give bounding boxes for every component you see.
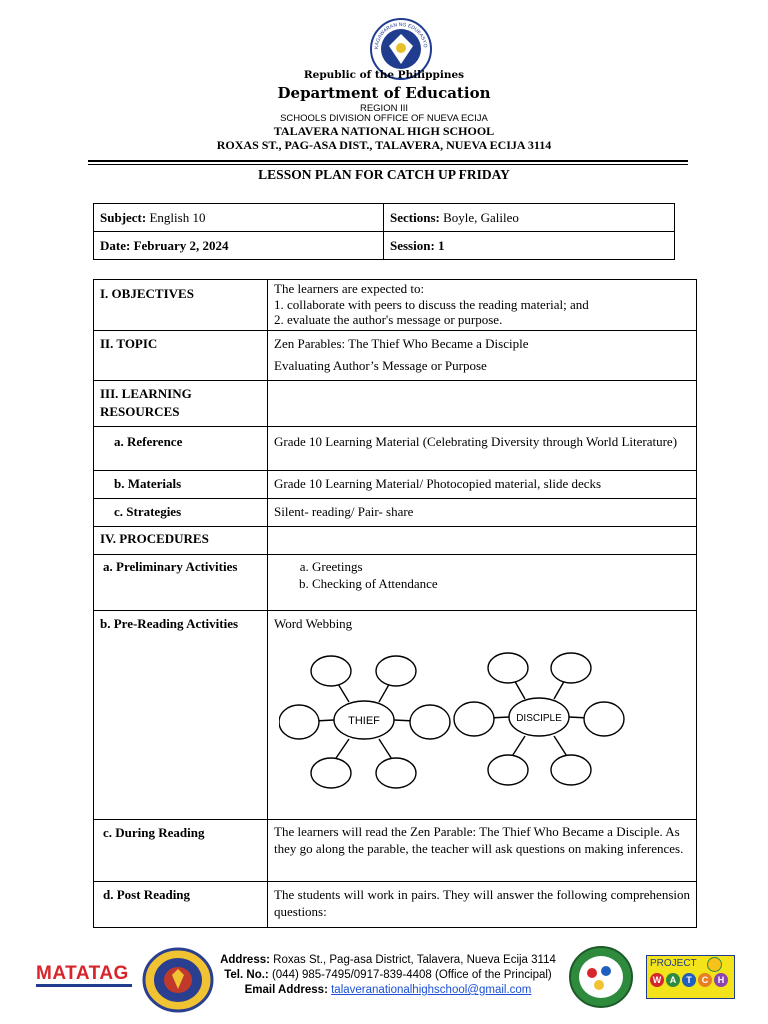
watch-letter: H [714,973,728,987]
table-row [94,820,697,882]
objectives-cell [268,280,697,331]
matatag-underline [36,984,132,987]
objectives-label: I. OBJECTIVES [94,280,268,331]
topic-label: II. TOPIC [94,331,268,381]
header-rule [88,160,688,162]
web-node [551,653,591,683]
topic-cell [268,331,697,381]
table-row [94,555,697,611]
materials-label: b. Materials [94,471,268,499]
web-node [584,702,624,736]
materials-cell: Grade 10 Learning Material/ Photocopied material, slide decks [268,471,697,499]
procedures-cell [268,527,697,555]
table-row [94,280,697,331]
footer-contact [214,953,562,998]
web-node [454,702,494,736]
topic-subtitle: Evaluating Author’s Message or Purpose [274,358,487,373]
document-title: LESSON PLAN FOR CATCH UP FRIDAY [258,167,510,182]
strategies-cell: Silent- reading/ Pair- share [268,499,697,527]
sections-cell: Sections: Boyle, Galileo [384,204,675,232]
table-row [94,527,697,555]
seal-text: KAGAWARAN NG EDUKASYO [373,21,429,50]
school-seal-logo [142,947,214,1013]
project-watch-logo [646,955,735,999]
web-node [311,758,351,788]
objective-item: 1. collaborate with peers to discuss the reading material; and [274,296,589,312]
procedures-label: IV. PROCEDURES [94,527,268,555]
header-rule-thin [88,164,688,165]
date-cell: Date: February 2, 2024 [94,232,384,260]
web-node [376,758,416,788]
reference-cell: Grade 10 Learning Material (Celebrating Diversity through World Literature) [268,427,697,471]
prereading-cell [268,611,697,820]
web-node [410,705,450,739]
web-node [488,653,528,683]
table-row [94,381,697,427]
footer-email: Email Address: talaveranationalhighschool@gmail.com [244,984,532,996]
subject-cell: Subject: English 10 [94,204,384,232]
objective-item: 2. evaluate the author's message or purpose. [274,312,503,327]
school-name: TALAVERA NATIONAL HIGH SCHOOL [273,124,495,138]
topic-title: Zen Parables: The Thief Who Became a Disciple [274,336,529,351]
watch-letters [650,973,728,987]
info-table [93,203,675,260]
list-item: a. Greetings [312,558,690,575]
word-web-diagram [279,649,649,799]
region-line: REGION III [359,103,409,114]
post-cell: The students will work in pairs. They will answer the following comprehension questions: [268,882,697,928]
watch-letter: C [698,973,712,987]
watch-letter: W [650,973,664,987]
web-node [376,656,416,686]
during-label: c. During Reading [94,820,268,882]
table-row [94,331,697,381]
project-label: PROJECT [650,958,697,969]
objectives-intro: The learners are expected to: [274,281,425,296]
watch-letter: T [682,973,696,987]
preliminary-label: a. Preliminary Activities [94,555,268,611]
watch-letter: A [666,973,680,987]
web-node [488,755,528,785]
word-webbing-title: Word Webbing [274,616,353,631]
table-row [94,471,697,499]
session-cell: Session: 1 [384,232,675,260]
reference-label: a. Reference [94,427,268,471]
web-center-label: THIEF [348,715,380,727]
table-row [94,611,697,820]
email-link[interactable]: talaveranationalhighschool@gmail.com [331,984,532,996]
division-line: SCHOOLS DIVISION OFFICE OF NUEVA ECIJA [280,113,488,124]
web-center-label: DISCIPLE [516,713,562,724]
republic-line: Republic of the Philippines [303,69,465,81]
department-line: Department of Education [277,84,491,102]
post-label: d. Post Reading [94,882,268,928]
sun-icon [707,957,722,972]
table-row [94,499,697,527]
matatag-logo: MATATAG [36,963,129,984]
table-row [94,882,697,928]
web-node [279,705,319,739]
web-node [551,755,591,785]
during-cell: The learners will read the Zen Parable: The Thief Who Became a Disciple. As they go along the parable, the teacher will ask questions on making inferences. [268,820,697,882]
strategies-label: c. Strategies [94,499,268,527]
prereading-label: b. Pre-Reading Activities [94,611,268,820]
footer-tel: Tel. No.: (044) 985-7495/0917-839-4408 (Office of the Principal) [224,969,552,981]
preliminary-cell [268,555,697,611]
lesson-plan-table [93,279,697,928]
school-address: ROXAS ST., PAG-ASA DIST., TALAVERA, NUEVA ECIJA 3114 [216,138,552,152]
footer-address: Address: Roxas St., Pag-asa District, Talavera, Nueva Ecija 3114 [220,954,556,966]
list-item: b. Checking of Attendance [312,575,690,592]
table-row [94,427,697,471]
resources-cell [268,381,697,427]
resources-label: III. LEARNING RESOURCES [94,381,268,427]
web-node [311,656,351,686]
child-friendly-school-logo [568,945,634,1009]
